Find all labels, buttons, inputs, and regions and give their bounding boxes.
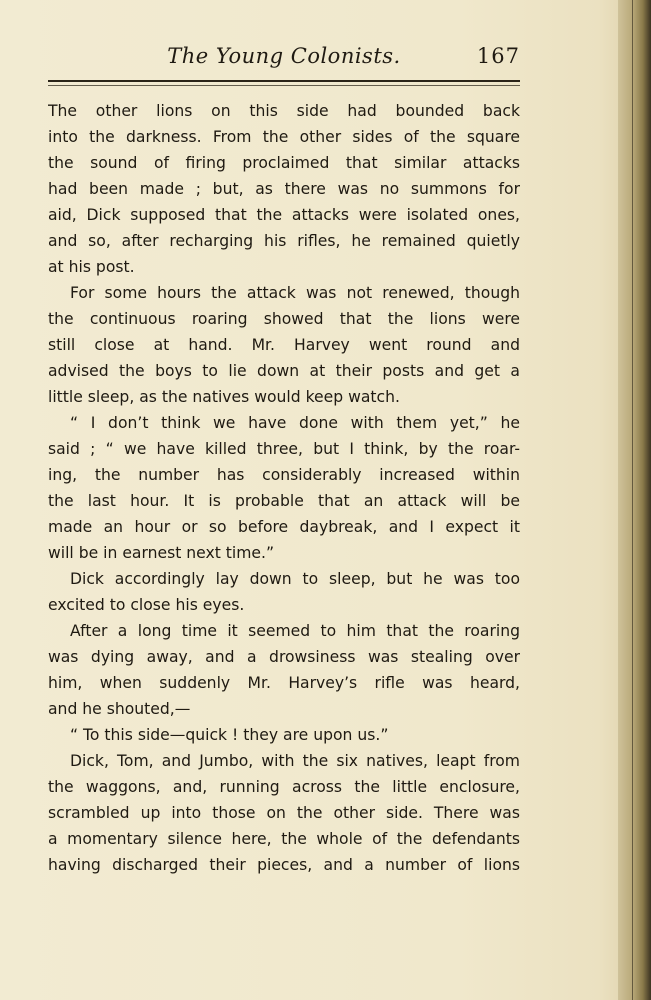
- text-line: the last hour. It is probable that an attack will be: [48, 492, 520, 510]
- running-title: The Young Colonists.: [167, 44, 401, 68]
- page-header: [48, 44, 520, 76]
- text-line: said ; “ we have killed three, but I think, by the roar-: [48, 440, 520, 458]
- text-line: little sleep, as the natives would keep watch.: [48, 388, 400, 406]
- text-line: will be in earnest next time.”: [48, 544, 275, 562]
- text-line: at his post.: [48, 258, 135, 276]
- text-line: a momentary silence here, the whole of the defendants: [48, 830, 520, 848]
- text-line: and so, after recharging his rifles, he remained quietly: [48, 232, 520, 250]
- text-line: still close at hand. Mr. Harvey went round and: [48, 336, 520, 354]
- text-line: having discharged their pieces, and a number of lions: [48, 856, 520, 874]
- text-line: “ To this side—quick ! they are upon us.”: [70, 726, 389, 744]
- text-line: Dick accordingly lay down to sleep, but he was too: [70, 570, 520, 588]
- text-line: “ I don’t think we have done with them yet,” he: [70, 414, 520, 432]
- text-line: was dying away, and a drowsiness was stealing over: [48, 648, 520, 666]
- text-line: him, when suddenly Mr. Harvey’s rifle was heard,: [48, 674, 520, 692]
- book-spine-edge: [632, 0, 633, 1000]
- text-line: ing, the number has considerably increased within: [48, 466, 520, 484]
- text-line: made an hour or so before daybreak, and I expect it: [48, 518, 520, 536]
- body-text: [48, 98, 520, 878]
- text-line: the sound of firing proclaimed that similar attacks: [48, 154, 520, 172]
- book-spine-shadow: [618, 0, 651, 1000]
- text-line: excited to close his eyes.: [48, 596, 245, 614]
- text-line: advised the boys to lie down at their posts and get a: [48, 362, 520, 380]
- text-line: aid, Dick supposed that the attacks were isolated ones,: [48, 206, 520, 224]
- header-rule-thin: [48, 85, 520, 86]
- text-line: scrambled up into those on the other side. There was: [48, 804, 520, 822]
- text-line: into the darkness. From the other sides of the square: [48, 128, 520, 146]
- page-number: 167: [476, 44, 520, 68]
- text-line: Dick, Tom, and Jumbo, with the six natives, leapt from: [70, 752, 520, 770]
- text-line: The other lions on this side had bounded back: [48, 102, 520, 120]
- text-line: the continuous roaring showed that the lions were: [48, 310, 520, 328]
- text-line: and he shouted,—: [48, 700, 191, 718]
- header-rule: [48, 80, 520, 82]
- text-line: had been made ; but, as there was no summons for: [48, 180, 520, 198]
- text-line: the waggons, and, running across the little enclosure,: [48, 778, 520, 796]
- text-line: For some hours the attack was not renewed, though: [70, 284, 520, 302]
- text-line: After a long time it seemed to him that the roaring: [70, 622, 520, 640]
